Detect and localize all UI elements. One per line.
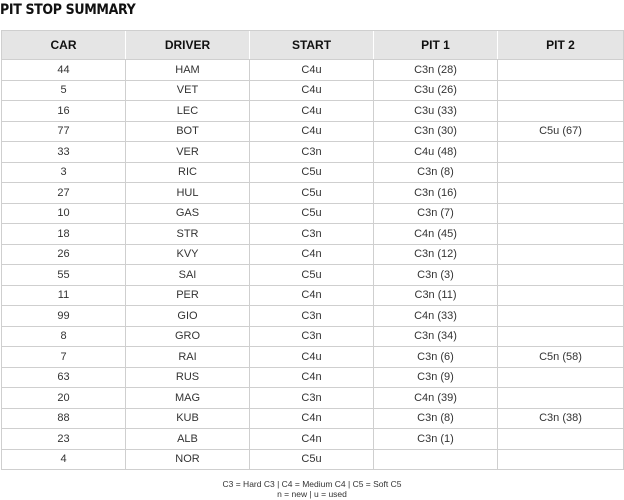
cell-car: 18 xyxy=(2,224,126,245)
cell-start: C4u xyxy=(250,80,374,101)
tyre-compound-legend: C3 = Hard C3 | C4 = Medium C4 | C5 = Soft C5 xyxy=(222,479,402,489)
cell-pit-1: C3n (11) xyxy=(374,285,498,306)
cell-car: 8 xyxy=(2,326,126,347)
cell-start: C4n xyxy=(250,429,374,450)
cell-pit-1: C3n (16) xyxy=(374,183,498,204)
table-row xyxy=(2,326,624,347)
cell-driver: PER xyxy=(126,285,250,306)
cell-pit-2 xyxy=(498,101,624,122)
cell-pit-1: C3n (3) xyxy=(374,265,498,286)
cell-start: C3n xyxy=(250,142,374,163)
cell-pit-1: C3n (1) xyxy=(374,429,498,450)
cell-driver: VER xyxy=(126,142,250,163)
cell-car: 4 xyxy=(2,449,126,470)
cell-driver: HAM xyxy=(126,60,250,81)
cell-start: C4n xyxy=(250,367,374,388)
cell-pit-1: C3n (6) xyxy=(374,347,498,368)
cell-start: C3n xyxy=(250,326,374,347)
cell-pit-2 xyxy=(498,429,624,450)
cell-pit-1: C3n (8) xyxy=(374,408,498,429)
table-row xyxy=(2,244,624,265)
cell-car: 44 xyxy=(2,60,126,81)
cell-start: C3n xyxy=(250,306,374,327)
cell-pit-2 xyxy=(498,224,624,245)
cell-driver: RUS xyxy=(126,367,250,388)
cell-start: C5u xyxy=(250,449,374,470)
table-row xyxy=(2,388,624,409)
cell-driver: GAS xyxy=(126,203,250,224)
cell-car: 7 xyxy=(2,347,126,368)
cell-pit-1: C4u (48) xyxy=(374,142,498,163)
table-row xyxy=(2,429,624,450)
cell-pit-2 xyxy=(498,285,624,306)
column-header-pit-1: PIT 1 xyxy=(374,31,498,60)
cell-driver: RAI xyxy=(126,347,250,368)
table-body xyxy=(2,60,624,470)
cell-driver: GRO xyxy=(126,326,250,347)
cell-start: C4n xyxy=(250,408,374,429)
cell-pit-1: C4n (33) xyxy=(374,306,498,327)
cell-car: 10 xyxy=(2,203,126,224)
cell-car: 16 xyxy=(2,101,126,122)
cell-start: C4n xyxy=(250,244,374,265)
cell-driver: ALB xyxy=(126,429,250,450)
cell-pit-1: C3n (8) xyxy=(374,162,498,183)
cell-car: 26 xyxy=(2,244,126,265)
table-header-row xyxy=(2,31,624,60)
cell-start: C5u xyxy=(250,183,374,204)
cell-car: 99 xyxy=(2,306,126,327)
table-row xyxy=(2,80,624,101)
cell-start: C4u xyxy=(250,60,374,81)
cell-driver: NOR xyxy=(126,449,250,470)
cell-start: C3n xyxy=(250,388,374,409)
table-row xyxy=(2,285,624,306)
cell-driver: MAG xyxy=(126,388,250,409)
cell-pit-2 xyxy=(498,60,624,81)
cell-car: 3 xyxy=(2,162,126,183)
table-row xyxy=(2,347,624,368)
column-header-car: CAR xyxy=(2,31,126,60)
cell-pit-2 xyxy=(498,326,624,347)
table-row xyxy=(2,60,624,81)
cell-car: 20 xyxy=(2,388,126,409)
cell-pit-2 xyxy=(498,162,624,183)
cell-pit-1: C3n (30) xyxy=(374,121,498,142)
table-row xyxy=(2,142,624,163)
cell-pit-1: C3n (34) xyxy=(374,326,498,347)
cell-start: C5u xyxy=(250,265,374,286)
cell-driver: BOT xyxy=(126,121,250,142)
cell-driver: HUL xyxy=(126,183,250,204)
cell-start: C4u xyxy=(250,347,374,368)
cell-driver: GIO xyxy=(126,306,250,327)
cell-car: 33 xyxy=(2,142,126,163)
cell-driver: LEC xyxy=(126,101,250,122)
cell-pit-2 xyxy=(498,142,624,163)
cell-car: 11 xyxy=(2,285,126,306)
cell-driver: VET xyxy=(126,80,250,101)
page-title: PIT STOP SUMMARY xyxy=(0,2,136,18)
cell-pit-1: C4n (39) xyxy=(374,388,498,409)
cell-pit-1: C3u (33) xyxy=(374,101,498,122)
pit-stop-table xyxy=(1,30,624,470)
cell-pit-2 xyxy=(498,306,624,327)
table-row xyxy=(2,183,624,204)
table-row xyxy=(2,121,624,142)
cell-pit-2 xyxy=(498,388,624,409)
table-row xyxy=(2,203,624,224)
table-row xyxy=(2,265,624,286)
cell-car: 88 xyxy=(2,408,126,429)
cell-start: C5u xyxy=(250,203,374,224)
cell-driver: STR xyxy=(126,224,250,245)
cell-start: C4n xyxy=(250,285,374,306)
cell-pit-1: C3n (7) xyxy=(374,203,498,224)
cell-pit-2 xyxy=(498,80,624,101)
table-row xyxy=(2,162,624,183)
cell-pit-1: C3n (9) xyxy=(374,367,498,388)
cell-pit-2 xyxy=(498,183,624,204)
cell-pit-2 xyxy=(498,367,624,388)
cell-pit-1: C4n (45) xyxy=(374,224,498,245)
table-row xyxy=(2,449,624,470)
table-row xyxy=(2,367,624,388)
cell-pit-2 xyxy=(498,449,624,470)
cell-start: C4u xyxy=(250,121,374,142)
cell-car: 27 xyxy=(2,183,126,204)
cell-car: 55 xyxy=(2,265,126,286)
column-header-driver: DRIVER xyxy=(126,31,250,60)
cell-pit-1 xyxy=(374,449,498,470)
cell-pit-2 xyxy=(498,244,624,265)
table-row xyxy=(2,101,624,122)
table-row xyxy=(2,224,624,245)
table-row xyxy=(2,306,624,327)
cell-start: C3n xyxy=(250,224,374,245)
cell-car: 23 xyxy=(2,429,126,450)
table-row xyxy=(2,408,624,429)
cell-pit-2 xyxy=(498,203,624,224)
cell-driver: RIC xyxy=(126,162,250,183)
cell-driver: SAI xyxy=(126,265,250,286)
cell-driver: KUB xyxy=(126,408,250,429)
cell-pit-2: C3n (38) xyxy=(498,408,624,429)
cell-pit-1: C3n (28) xyxy=(374,60,498,81)
cell-car: 63 xyxy=(2,367,126,388)
column-header-pit-2: PIT 2 xyxy=(498,31,624,60)
cell-pit-1: C3u (26) xyxy=(374,80,498,101)
cell-driver: KVY xyxy=(126,244,250,265)
cell-start: C4u xyxy=(250,101,374,122)
cell-pit-2: C5u (67) xyxy=(498,121,624,142)
cell-pit-2 xyxy=(498,265,624,286)
column-header-start: START xyxy=(250,31,374,60)
cell-pit-2: C5n (58) xyxy=(498,347,624,368)
cell-car: 77 xyxy=(2,121,126,142)
cell-start: C5u xyxy=(250,162,374,183)
cell-car: 5 xyxy=(2,80,126,101)
tyre-condition-legend: n = new | u = used xyxy=(277,489,347,499)
cell-pit-1: C3n (12) xyxy=(374,244,498,265)
